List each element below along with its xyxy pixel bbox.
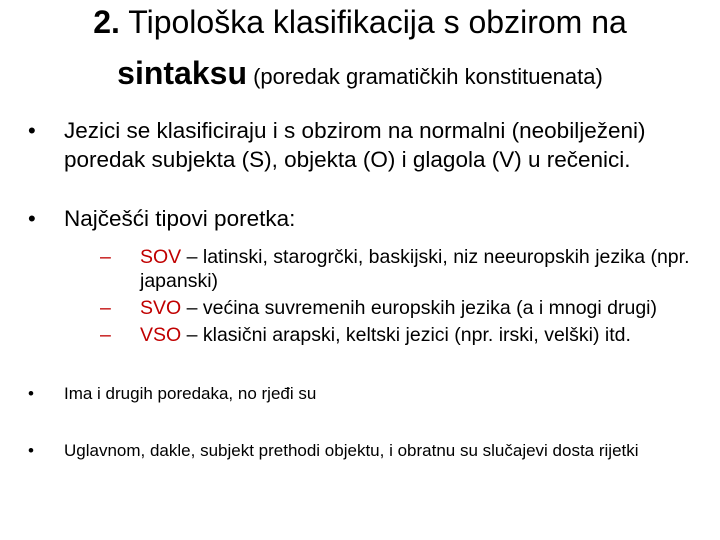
bullet-item-4 [28, 440, 718, 461]
bullet-item-2 [28, 204, 718, 233]
sub-item-svo [100, 296, 718, 320]
bullet-icon: • [28, 441, 34, 460]
title-keyword: sintaksu [117, 55, 247, 91]
bullet-list [28, 116, 718, 461]
sub-item-text: – latinski, starogrčki, baskijski, niz neeuropskih jezika (npr. japanski) [140, 246, 690, 292]
dash-icon: – [100, 297, 111, 319]
bullet-text: Ima i drugih poredaka, no rjeđi su [64, 384, 317, 403]
title-subtitle: (poredak gramatičkih konstituenata) [246, 64, 603, 89]
sub-item-sov [100, 245, 718, 293]
bullet-icon: • [28, 384, 34, 403]
dash-icon: – [100, 324, 111, 346]
bullet-item-3 [28, 383, 718, 404]
title-number: 2. [93, 4, 120, 40]
title-text: Tipološka klasifikacija s obzirom na [119, 4, 627, 40]
sub-item-vso [100, 323, 718, 347]
order-code: SVO [140, 297, 182, 319]
dash-icon: – [100, 246, 111, 268]
sub-item-text: – klasični arapski, keltski jezici (npr. irski, velški) itd. [181, 324, 631, 346]
sub-list [100, 245, 718, 347]
slide-title [20, 0, 700, 102]
bullet-icon: • [28, 206, 36, 231]
bullet-item-1 [28, 116, 718, 174]
sub-item-text: – većina suvremenih europskih jezika (a i mnogi drugi) [181, 297, 657, 319]
bullet-icon: • [28, 118, 36, 143]
bullet-text: Uglavnom, dakle, subjekt prethodi objektu, i obratnu su slučajevi dosta rijetki [64, 441, 639, 460]
order-code: SOV [140, 246, 182, 268]
title-line-2 [20, 51, 700, 102]
title-line-1 [20, 0, 700, 51]
order-code: VSO [140, 324, 182, 346]
bullet-text: Jezici se klasificiraju i s obzirom na normalni (neobilježeni) poredak subjekta (S), objekta (O) i glagola (V) u rečenici. [64, 118, 646, 172]
bullet-text: Najčešći tipovi poretka: [64, 206, 296, 231]
